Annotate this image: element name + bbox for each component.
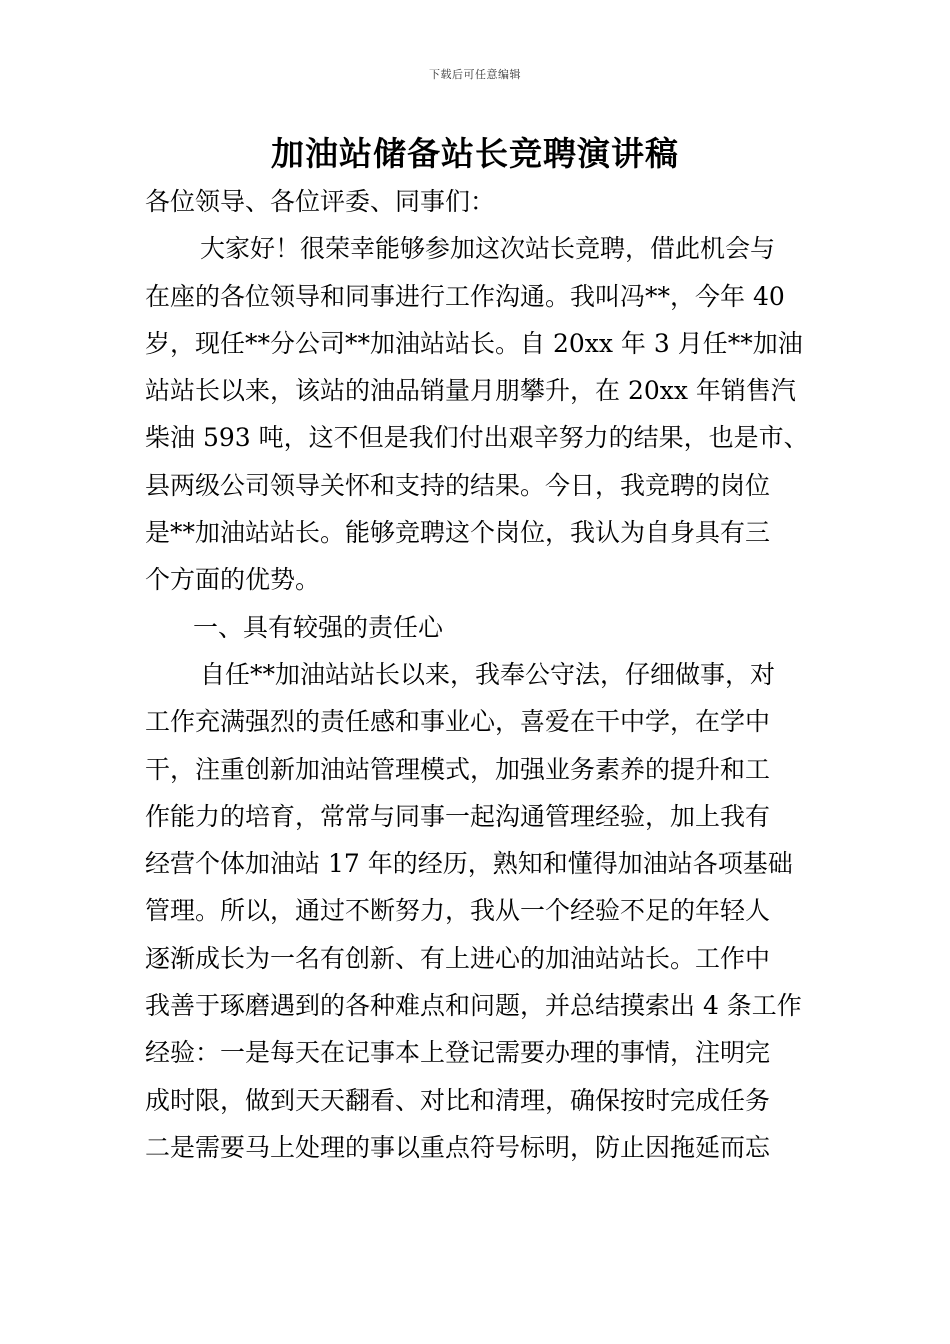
body-line: 自任**加油站站长以来，我奉公守法，仔细做事，对 xyxy=(200,659,776,689)
body-line: 我善于琢磨遇到的各种难点和问题，并总结摸索出 4 条工作 xyxy=(145,991,802,1021)
body-line: 工作充满强烈的责任感和事业心，喜爱在干中学，在学中 xyxy=(145,707,771,737)
body-line: 经验：一是每天在记事本上登记需要办理的事情，注明完 xyxy=(145,1038,771,1068)
body-line: 作能力的培育，常常与同事一起沟通管理经验，加上我有 xyxy=(145,801,771,831)
document-title: 加油站储备站长竞聘演讲稿 xyxy=(271,134,679,173)
body-line: 站站长以来，该站的油品销量月朋攀升，在 20xx 年销售汽 xyxy=(145,376,796,406)
body-line: 是**加油站站长。能够竞聘这个岗位，我认为自身具有三 xyxy=(145,518,771,548)
header-note: 下载后可任意编辑 xyxy=(429,68,521,81)
body-line: 大家好！很荣幸能够参加这次站长竞聘，借此机会与 xyxy=(200,234,776,264)
body-line: 个方面的优势。 xyxy=(145,565,321,595)
body-line: 管理。所以，通过不断努力，我从一个经验不足的年轻人 xyxy=(145,896,771,926)
body-line: 经营个体加油站 17 年的经历，熟知和懂得加油站各项基础 xyxy=(145,849,793,879)
body-line: 县两级公司领导关怀和支持的结果。今日，我竞聘的岗位 xyxy=(145,470,771,500)
body-line: 逐渐成长为一名有创新、有上进心的加油站站长。工作中 xyxy=(145,943,771,973)
body-line: 柴油 593 吨，这不但是我们付出艰辛努力的结果，也是市、 xyxy=(145,423,809,453)
body-line: 干，注重创新加油站管理模式，加强业务素养的提升和工 xyxy=(145,754,771,784)
body-line: 二是需要马上处理的事以重点符号标明，防止因拖延而忘 xyxy=(145,1132,771,1162)
section-heading: 一、具有较强的责任心 xyxy=(193,612,444,642)
body-line: 在座的各位领导和同事进行工作沟通。我叫冯**，今年 40 xyxy=(145,281,785,311)
salutation-line: 各位领导、各位评委、同事们： xyxy=(145,187,496,216)
body-line: 岁，现任**分公司**加油站站长。自 20xx 年 3 月任**加油 xyxy=(145,328,803,358)
document-body xyxy=(145,178,810,1171)
body-line: 成时限，做到天天翻看、对比和清理，确保按时完成任务 xyxy=(145,1085,771,1115)
